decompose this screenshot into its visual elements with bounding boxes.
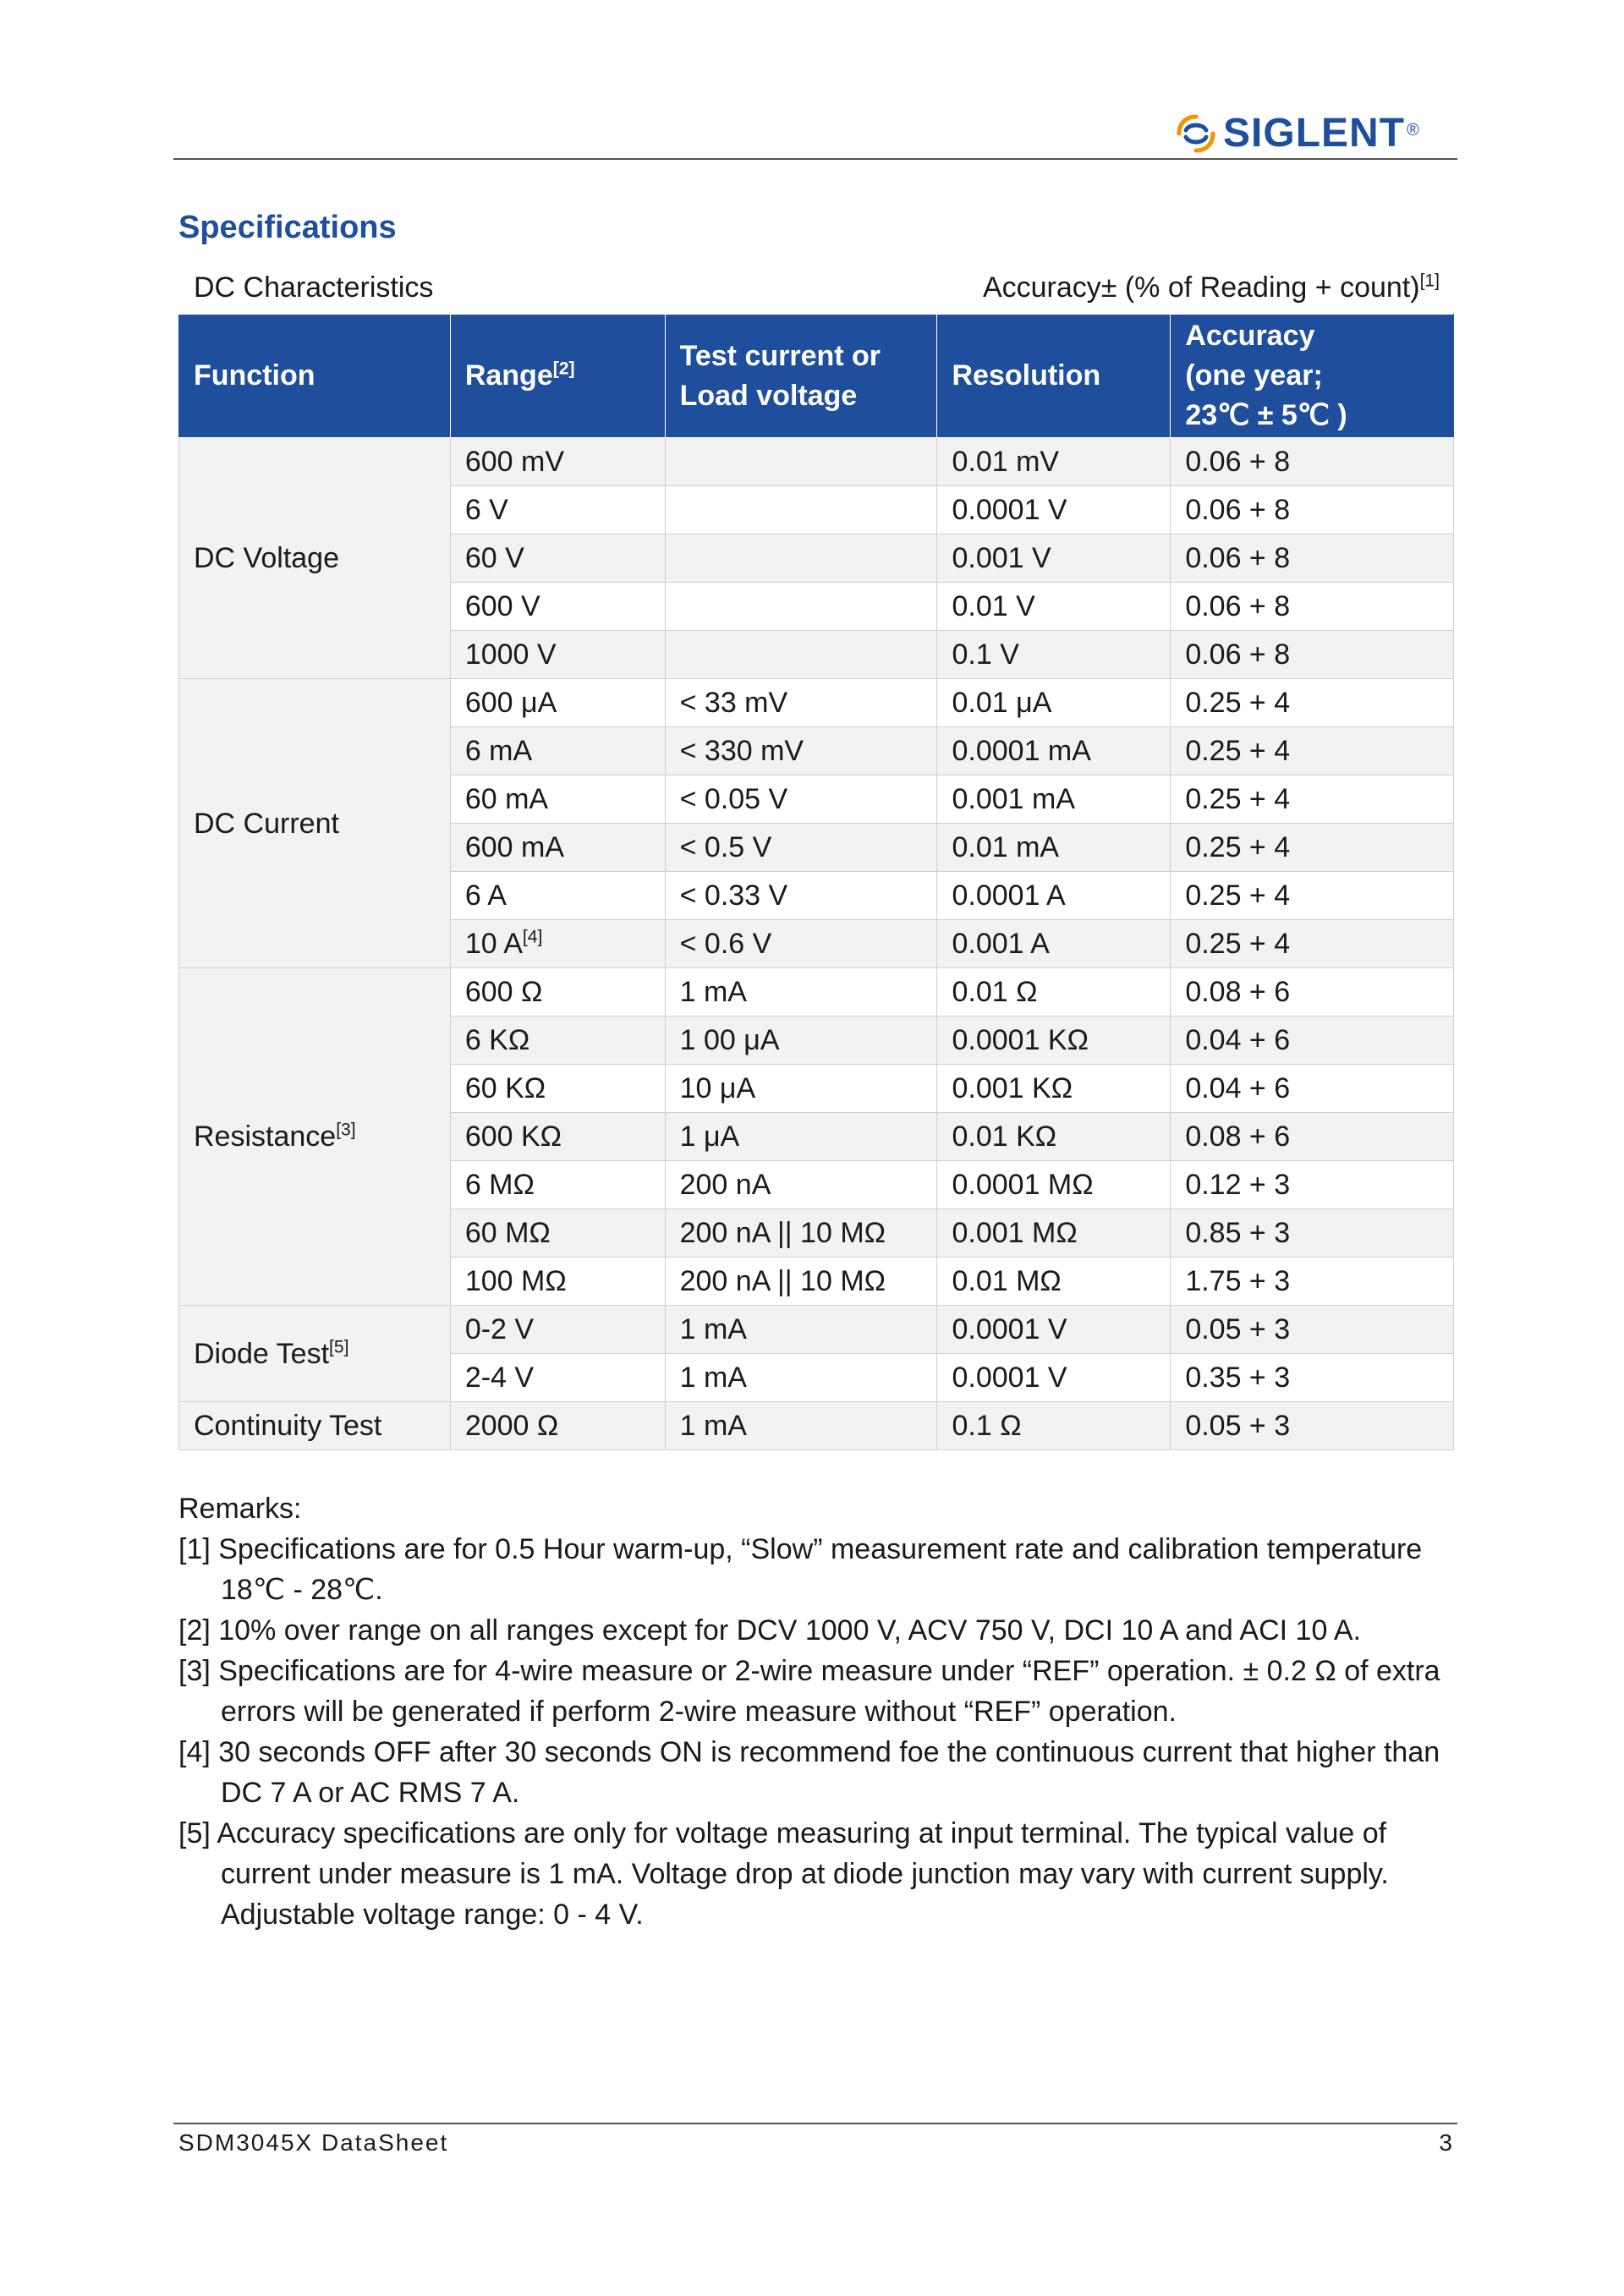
document-name: SDM3045X DataSheet	[178, 2129, 449, 2156]
range-cell: 60 mA	[450, 775, 665, 824]
test-cell: 1 mA	[665, 1354, 937, 1402]
resolution-cell: 0.0001 mA	[937, 727, 1171, 775]
table-row	[179, 1306, 1454, 1354]
resolution-cell: 0.01 MΩ	[937, 1258, 1171, 1306]
test-cell: 1 mA	[665, 1306, 937, 1354]
test-cell: < 0.33 V	[665, 872, 937, 920]
range-cell: 2-4 V	[450, 1354, 665, 1402]
registered-mark: ®	[1407, 120, 1419, 140]
accuracy-cell: 0.06 + 8	[1171, 438, 1454, 486]
range-cell: 600 mA	[450, 824, 665, 872]
test-cell: 200 nA || 10 MΩ	[665, 1209, 937, 1258]
table-row	[179, 679, 1454, 727]
resolution-cell: 0.0001 V	[937, 486, 1171, 534]
accuracy-cell: 0.08 + 6	[1171, 968, 1454, 1016]
range-cell: 6 A	[450, 872, 665, 920]
footnote-ref: [1]	[1419, 271, 1440, 291]
accuracy-cell: 0.06 + 8	[1171, 631, 1454, 679]
remarks	[178, 1488, 1464, 1935]
test-cell	[665, 438, 937, 486]
range-cell: 600 mV	[450, 438, 665, 486]
accuracy-cell: 0.06 + 8	[1171, 534, 1454, 583]
resolution-cell: 0.0001 V	[937, 1306, 1171, 1354]
resolution-cell: 0.001 mA	[937, 775, 1171, 824]
accuracy-caption: Accuracy± (% of Reading + count)[1]	[982, 271, 1440, 304]
dc-characteristics-table	[178, 314, 1454, 1450]
test-cell	[665, 486, 937, 534]
header-test: Test current or Load voltage	[665, 315, 937, 438]
resolution-cell: 0.01 μA	[937, 679, 1171, 727]
accuracy-cell: 1.75 + 3	[1171, 1258, 1454, 1306]
test-cell: 1 00 μA	[665, 1016, 937, 1065]
table-caption: DC Characteristics	[194, 271, 434, 304]
accuracy-cell: 0.25 + 4	[1171, 727, 1454, 775]
range-cell: 600 KΩ	[450, 1113, 665, 1161]
table-row	[179, 968, 1454, 1016]
remarks-title: Remarks:	[178, 1493, 302, 1525]
accuracy-cell: 0.04 + 6	[1171, 1016, 1454, 1065]
test-cell: 1 μA	[665, 1113, 937, 1161]
accuracy-cell: 0.08 + 6	[1171, 1113, 1454, 1161]
test-cell: 1 mA	[665, 968, 937, 1016]
accuracy-cell: 0.35 + 3	[1171, 1354, 1454, 1402]
resolution-cell: 0.01 Ω	[937, 968, 1171, 1016]
test-cell	[665, 534, 937, 583]
range-cell: 6 KΩ	[450, 1016, 665, 1065]
range-cell: 0-2 V	[450, 1306, 665, 1354]
range-cell: 60 MΩ	[450, 1209, 665, 1258]
resolution-cell: 0.1 V	[937, 631, 1171, 679]
table-row	[179, 438, 1454, 486]
accuracy-cell: 0.25 + 4	[1171, 824, 1454, 872]
footer-rule	[173, 2123, 1457, 2124]
resolution-cell: 0.01 V	[937, 583, 1171, 631]
section-title: Specifications	[178, 210, 397, 245]
accuracy-cell: 0.25 + 4	[1171, 775, 1454, 824]
page-number: 3	[1439, 2129, 1452, 2156]
header-resolution: Resolution	[937, 315, 1171, 438]
function-cell: Diode Test[5]	[179, 1306, 451, 1402]
accuracy-cell: 0.06 + 8	[1171, 583, 1454, 631]
range-cell: 6 mA	[450, 727, 665, 775]
accuracy-cell: 0.25 + 4	[1171, 872, 1454, 920]
range-cell: 600 V	[450, 583, 665, 631]
siglent-logo-icon	[1174, 112, 1218, 156]
accuracy-cell: 0.05 + 3	[1171, 1402, 1454, 1450]
accuracy-cell: 0.06 + 8	[1171, 486, 1454, 534]
accuracy-cell: 0.25 + 4	[1171, 679, 1454, 727]
test-cell	[665, 583, 937, 631]
range-cell: 60 KΩ	[450, 1065, 665, 1113]
remark-item: [2] 10% over range on all ranges except for DCV 1000 V, ACV 750 V, DCI 10 A and ACI 10 A.	[178, 1614, 1362, 1647]
test-cell: < 0.05 V	[665, 775, 937, 824]
range-cell: 2000 Ω	[450, 1402, 665, 1450]
resolution-cell: 0.0001 A	[937, 872, 1171, 920]
range-cell: 6 V	[450, 486, 665, 534]
remark-item: [3] Specifications are for 4-wire measure or 2-wire measure under “REF” operation. ± 0.2 Ω of extra errors will be generated if perform 2-wire measure without “REF” operation.	[178, 1655, 1440, 1728]
range-cell: 600 μA	[450, 679, 665, 727]
range-cell: 6 MΩ	[450, 1161, 665, 1209]
test-cell: 200 nA || 10 MΩ	[665, 1258, 937, 1306]
resolution-cell: 0.001 KΩ	[937, 1065, 1171, 1113]
resolution-cell: 0.001 A	[937, 920, 1171, 968]
accuracy-cell: 0.04 + 6	[1171, 1065, 1454, 1113]
resolution-cell: 0.0001 KΩ	[937, 1016, 1171, 1065]
resolution-cell: 0.0001 MΩ	[937, 1161, 1171, 1209]
resolution-cell: 0.01 KΩ	[937, 1113, 1171, 1161]
test-cell: < 330 mV	[665, 727, 937, 775]
range-cell: 1000 V	[450, 631, 665, 679]
range-cell: 10 A[4]	[450, 920, 665, 968]
test-cell: < 33 mV	[665, 679, 937, 727]
resolution-cell: 0.01 mV	[937, 438, 1171, 486]
function-cell: Resistance[3]	[179, 968, 451, 1306]
header-rule	[173, 158, 1457, 160]
function-cell: DC Voltage	[179, 438, 451, 679]
test-cell: < 0.5 V	[665, 824, 937, 872]
remark-item: [5] Accuracy specifications are only for voltage measuring at input terminal. The typical value of current under measure is 1 mA. Voltage drop at diode junction may vary with current supply. Adjustable voltage range: 0 - 4 V.	[178, 1817, 1389, 1931]
resolution-cell: 0.001 V	[937, 534, 1171, 583]
test-cell: < 0.6 V	[665, 920, 937, 968]
resolution-cell: 0.1 Ω	[937, 1402, 1171, 1450]
logo-wordmark: SIGLENT	[1223, 111, 1406, 156]
range-cell: 100 MΩ	[450, 1258, 665, 1306]
function-cell: DC Current	[179, 679, 451, 968]
header-function: Function	[179, 315, 451, 438]
range-cell: 600 Ω	[450, 968, 665, 1016]
remark-item: [4] 30 seconds OFF after 30 seconds ON is recommend foe the continuous current that higher than DC 7 A or AC RMS 7 A.	[178, 1736, 1440, 1809]
accuracy-cell: 0.12 + 3	[1171, 1161, 1454, 1209]
header-accuracy: Accuracy (one year; 23℃ ± 5℃ )	[1171, 315, 1454, 438]
accuracy-cell: 0.05 + 3	[1171, 1306, 1454, 1354]
resolution-cell: 0.001 MΩ	[937, 1209, 1171, 1258]
header-range: Range[2]	[450, 315, 665, 438]
test-cell: 1 mA	[665, 1402, 937, 1450]
test-cell: 10 μA	[665, 1065, 937, 1113]
test-cell: 200 nA	[665, 1161, 937, 1209]
resolution-cell: 0.0001 V	[937, 1354, 1171, 1402]
resolution-cell: 0.01 mA	[937, 824, 1171, 872]
siglent-logo	[1174, 108, 1453, 159]
range-cell: 60 V	[450, 534, 665, 583]
accuracy-cell: 0.85 + 3	[1171, 1209, 1454, 1258]
accuracy-cell: 0.25 + 4	[1171, 920, 1454, 968]
table-row	[179, 1402, 1454, 1450]
remark-item: [1] Specifications are for 0.5 Hour warm-up, “Slow” measurement rate and calibration temperature 18℃ - 28℃.	[178, 1533, 1423, 1606]
function-cell: Continuity Test	[179, 1402, 451, 1450]
test-cell	[665, 631, 937, 679]
table-header-row	[179, 315, 1454, 438]
